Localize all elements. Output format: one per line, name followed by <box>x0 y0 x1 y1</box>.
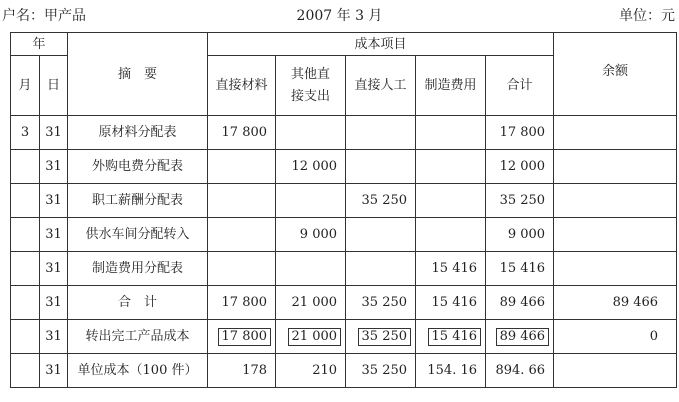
boxed-value: 21 000 <box>288 328 342 346</box>
overhead-cell <box>416 218 486 252</box>
direct-material-cell: 17 800 <box>208 116 276 150</box>
table-row <box>11 286 677 320</box>
direct-material-cell <box>208 184 276 218</box>
boxed-value: 17 800 <box>218 328 272 346</box>
balance-cell <box>554 116 677 150</box>
balance-cell: 0 <box>554 320 677 354</box>
balance-cell <box>554 218 677 252</box>
total-cell: 894. 66 <box>486 354 554 388</box>
other-direct-cell: 12 000 <box>276 150 346 184</box>
direct-labor-cell: 35 250 <box>346 184 416 218</box>
boxed-value: 15 416 <box>428 328 482 346</box>
total-cell <box>486 320 554 354</box>
other-direct-cell: 210 <box>276 354 346 388</box>
day-cell: 31 <box>40 218 68 252</box>
day-header: 日 <box>40 56 68 116</box>
overhead-cell: 154. 16 <box>416 354 486 388</box>
total-cell: 9 000 <box>486 218 554 252</box>
unit-label: 单位：元 <box>619 8 675 24</box>
account-name: 户名：甲产品 <box>2 8 86 24</box>
balance-cell: 89 466 <box>554 286 677 320</box>
month-cell <box>11 150 40 184</box>
table-row <box>11 354 677 388</box>
balance-cell <box>554 150 677 184</box>
summary-cell: 供水车间分配转入 <box>68 218 208 252</box>
overhead-cell <box>416 116 486 150</box>
boxed-value: 89 466 <box>496 328 550 346</box>
overhead-cell: 15 416 <box>416 286 486 320</box>
table-row <box>11 218 677 252</box>
other-direct-cell <box>276 252 346 286</box>
day-cell: 31 <box>40 116 68 150</box>
direct-material-cell: 178 <box>208 354 276 388</box>
direct-material-cell <box>208 252 276 286</box>
total-header: 合计 <box>486 56 554 116</box>
summary-cell: 职工薪酬分配表 <box>68 184 208 218</box>
total-cell: 35 250 <box>486 184 554 218</box>
direct-labor-cell <box>346 320 416 354</box>
summary-cell: 制造费用分配表 <box>68 252 208 286</box>
day-cell: 31 <box>40 320 68 354</box>
direct-labor-cell <box>346 150 416 184</box>
month-cell: 3 <box>11 116 40 150</box>
other-direct-cell: 9 000 <box>276 218 346 252</box>
total-cell: 12 000 <box>486 150 554 184</box>
direct-labor-cell: 35 250 <box>346 354 416 388</box>
direct-labor-header: 直接人工 <box>346 56 416 116</box>
month-cell <box>11 184 40 218</box>
month-cell <box>11 252 40 286</box>
month-cell <box>11 320 40 354</box>
summary-header: 摘 要 <box>68 33 208 116</box>
day-cell: 31 <box>40 184 68 218</box>
direct-material-cell <box>208 218 276 252</box>
balance-header: 余额 <box>554 33 677 116</box>
direct-labor-cell <box>346 252 416 286</box>
summary-cell: 原材料分配表 <box>68 116 208 150</box>
direct-labor-cell <box>346 116 416 150</box>
other-direct-cell <box>276 184 346 218</box>
overhead-header: 制造费用 <box>416 56 486 116</box>
table-row <box>11 150 677 184</box>
day-cell: 31 <box>40 286 68 320</box>
overhead-cell <box>416 184 486 218</box>
month-cell <box>11 218 40 252</box>
summary-cell: 外购电费分配表 <box>68 150 208 184</box>
cost-items-header: 成本项目 <box>208 33 554 56</box>
month-header: 月 <box>11 56 40 116</box>
overhead-cell <box>416 320 486 354</box>
month-cell <box>11 354 40 388</box>
other-direct-cell: 21 000 <box>276 286 346 320</box>
other-direct-cell <box>276 116 346 150</box>
direct-labor-cell: 35 250 <box>346 286 416 320</box>
day-cell: 31 <box>40 150 68 184</box>
other-direct-cell <box>276 320 346 354</box>
summary-cell: 转出完工产品成本 <box>68 320 208 354</box>
balance-cell <box>554 252 677 286</box>
table-row <box>11 116 677 150</box>
total-cell: 89 466 <box>486 286 554 320</box>
header-row-1 <box>11 33 677 56</box>
summary-cell: 单位成本（100 件） <box>68 354 208 388</box>
cost-ledger-table <box>10 32 677 388</box>
table-row <box>11 184 677 218</box>
overhead-cell <box>416 150 486 184</box>
month-cell <box>11 286 40 320</box>
other-direct-header: 其他直接支出 <box>276 56 346 116</box>
direct-material-cell: 17 800 <box>208 286 276 320</box>
overhead-cell: 15 416 <box>416 252 486 286</box>
balance-cell <box>554 354 677 388</box>
period: 2007 年 3 月 <box>296 8 383 24</box>
summary-cell: 合 计 <box>68 286 208 320</box>
direct-material-cell <box>208 320 276 354</box>
direct-material-cell <box>208 150 276 184</box>
total-cell: 17 800 <box>486 116 554 150</box>
direct-labor-cell <box>346 218 416 252</box>
year-header: 年 <box>11 33 68 56</box>
total-cell: 15 416 <box>486 252 554 286</box>
boxed-value: 35 250 <box>358 328 412 346</box>
balance-cell <box>554 184 677 218</box>
table-row <box>11 252 677 286</box>
table-row <box>11 320 677 354</box>
day-cell: 31 <box>40 354 68 388</box>
direct-material-header: 直接材料 <box>208 56 276 116</box>
day-cell: 31 <box>40 252 68 286</box>
